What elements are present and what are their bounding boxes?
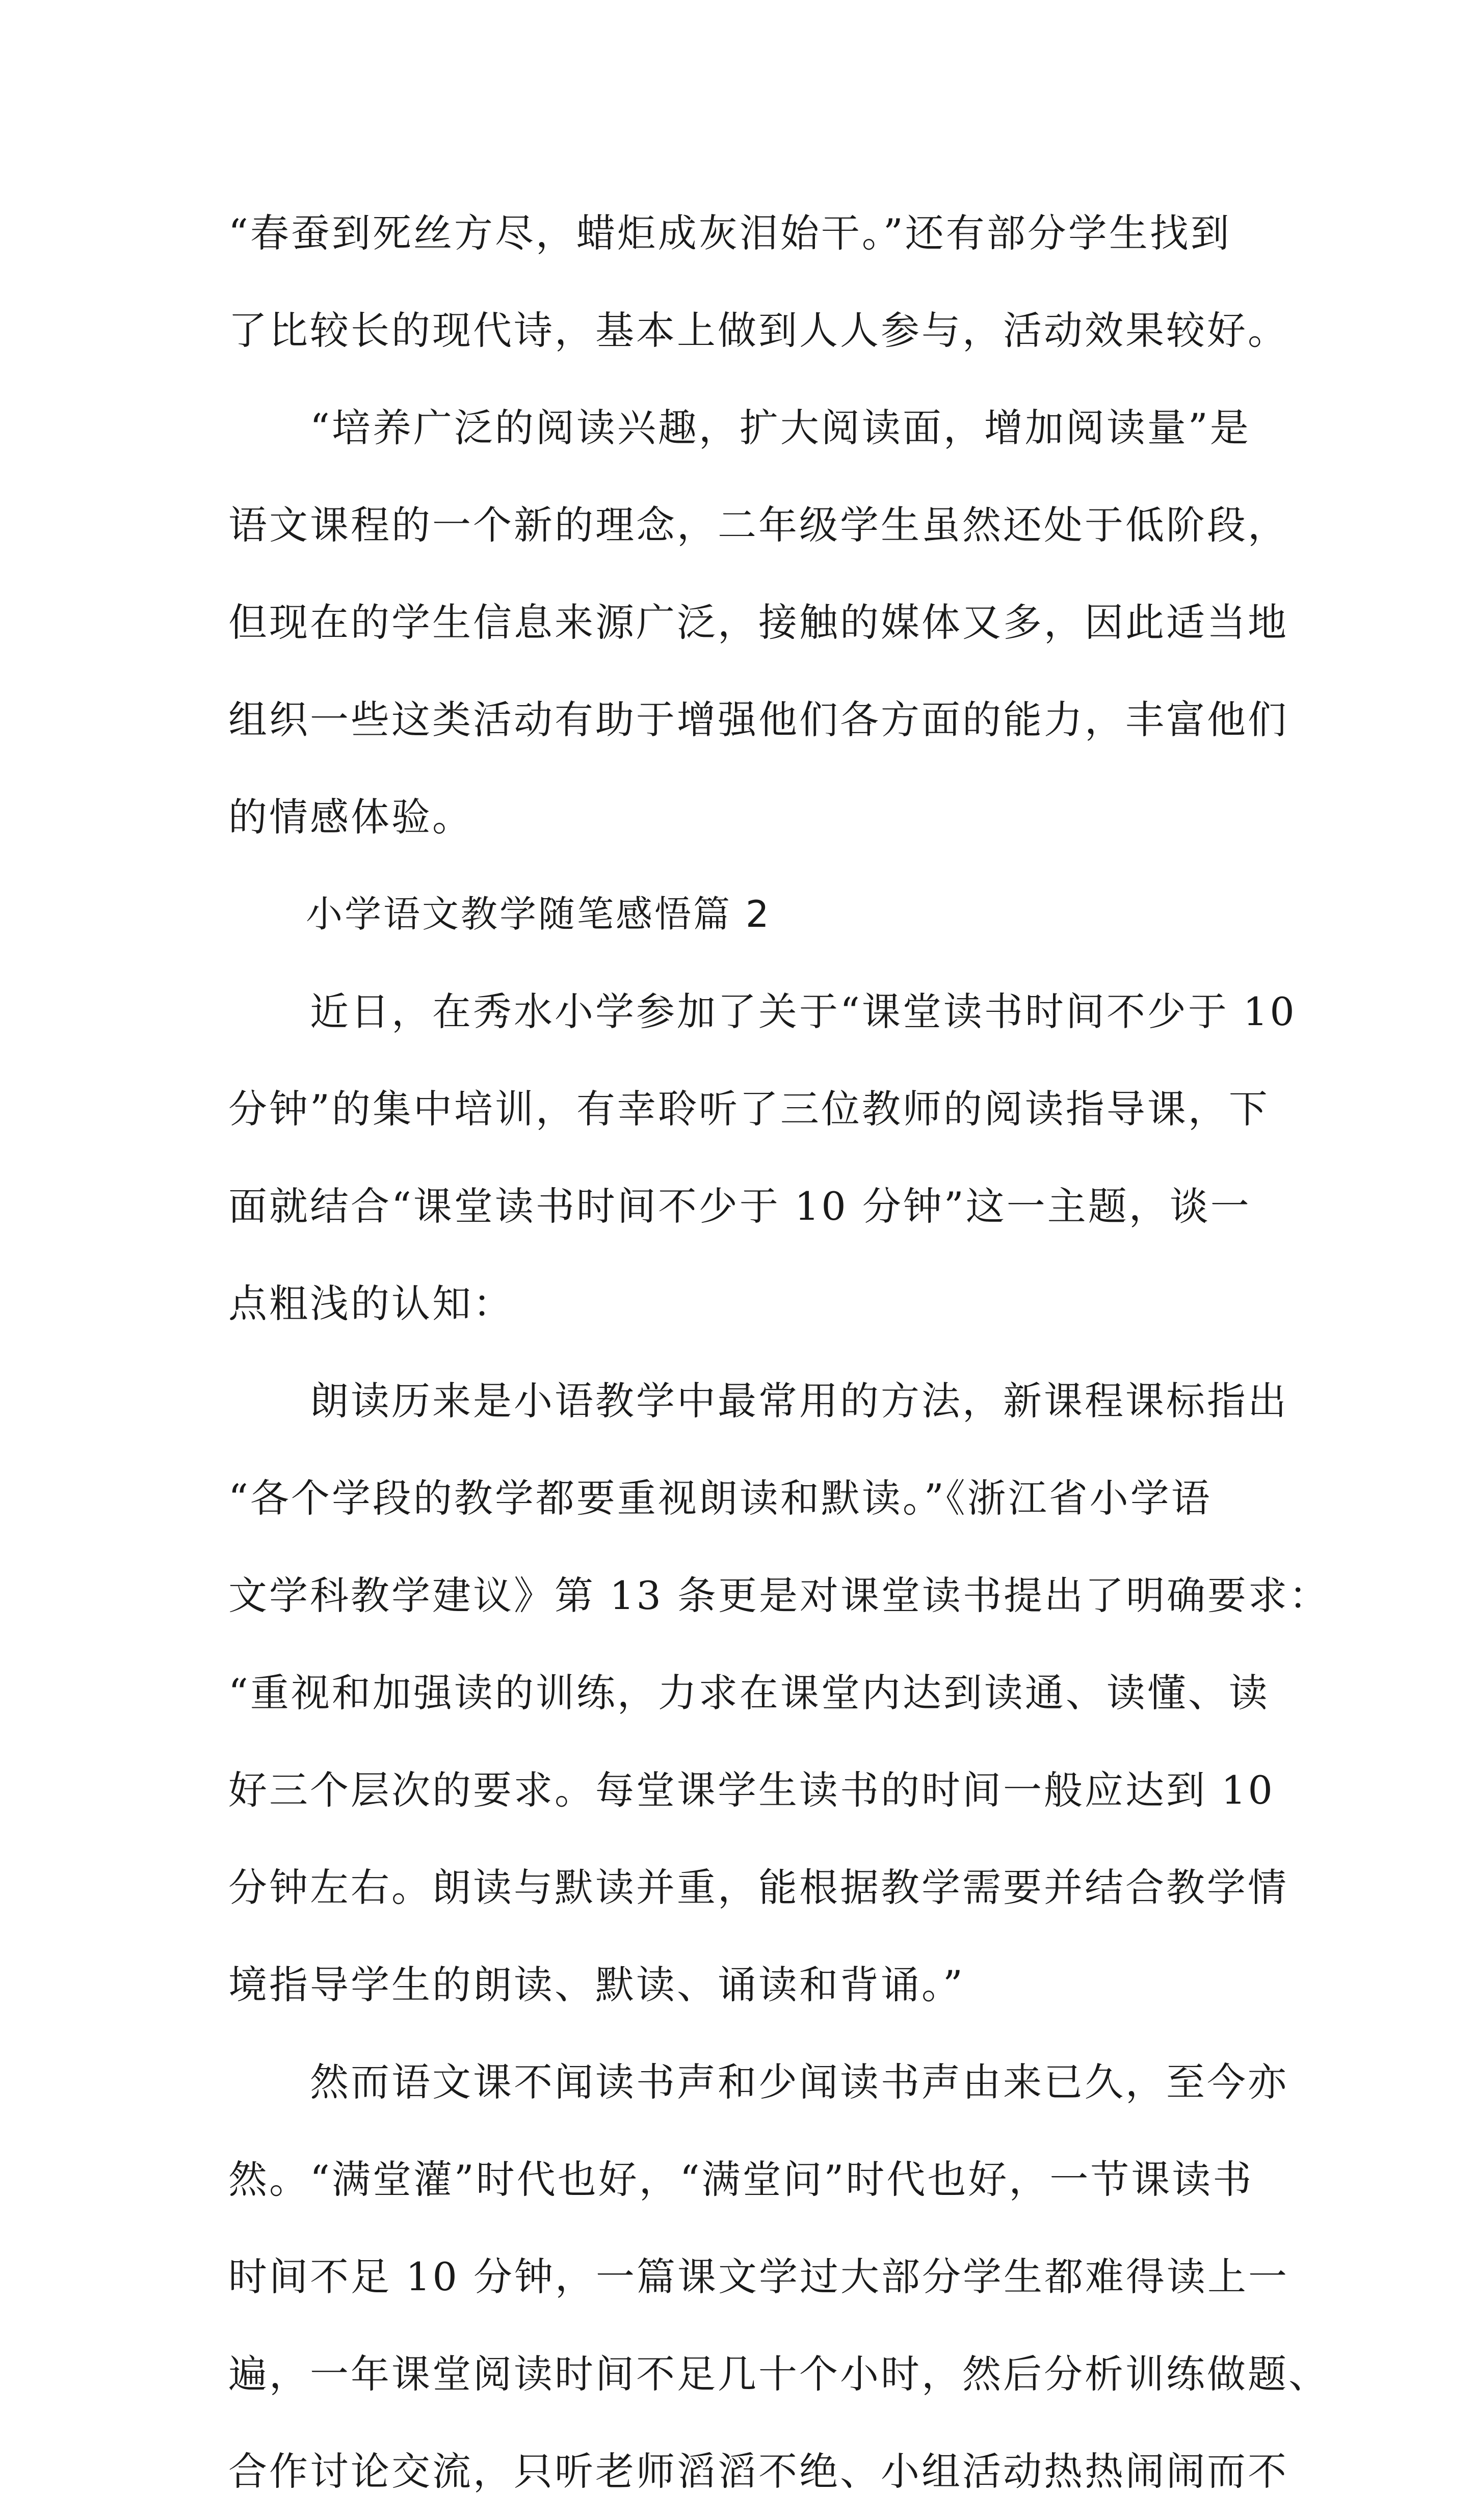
text-line-3: “培养广泛的阅读兴趣，扩大阅读面，增加阅读量”是 xyxy=(228,405,1251,450)
text-line-16: “重视和加强读的训练，力求在课堂内达到读通、读懂、读 xyxy=(228,1670,1270,1715)
section-heading: 小学语文教学随笔感悟篇 2 xyxy=(228,893,771,935)
text-line-22: 时间不足 10 分钟，一篇课文学过大部分学生都难得读上一 xyxy=(228,2254,1289,2299)
text-line-15: 文学科教学建议》第 13 条更是对课堂读书提出了明确要求： xyxy=(228,1573,1330,1618)
text-line-17: 好三个层次的要求。每堂课学生读书的时间一般应达到 10 xyxy=(228,1767,1275,1813)
text-line-13: 朗读历来是小语教学中最常用的方法，新课程课标指出 xyxy=(228,1378,1288,1424)
text-line-5: 但现在的学生信息来源广泛，接触的媒体又多，因此适当地 xyxy=(228,600,1288,645)
text-line-12: 点粗浅的认知： xyxy=(228,1281,514,1326)
document-body xyxy=(228,184,1330,2520)
text-line-1: “春蚕到死丝方尽，蜡炬成灰泪始干。”还有部分学生找到 xyxy=(228,210,1231,256)
text-line-10: 分钟”的集中培训，有幸聆听了三位教师的阅读指导课，下 xyxy=(228,1086,1270,1132)
text-line-24: 合作讨论交流，只听老师滔滔不绝、小组活动热热闹闹而不 xyxy=(228,2449,1288,2494)
text-line-4: 语文课程的一个新的理念，二年级学生虽然还处于低阶段， xyxy=(228,502,1288,548)
text-line-23: 遍，一年课堂阅读时间不足几十个小时，然后分析训练做题、 xyxy=(228,2351,1329,2397)
text-line-18: 分钟左右。朗读与默读并重，能根据教学需要并结合教学情 xyxy=(228,1865,1288,1910)
text-line-19: 境指导学生的朗读、默读、诵读和背诵。” xyxy=(228,1962,965,2007)
text-line-11: 面就结合“课堂读书时间不少于 10 分钟”这一主题，谈一 xyxy=(228,1184,1251,1229)
text-line-14: “各个学段的教学都要重视朗读和默读。”《浙江省小学语 xyxy=(228,1476,1212,1521)
text-line-9: 近日，在秀水小学参加了关于“课堂读书时间不少于 10 xyxy=(228,989,1297,1034)
text-line-20: 然而语文课不闻读书声和少闻读书声由来已久，至今亦 xyxy=(228,2059,1288,2105)
text-line-6: 组织一些这类活动有助于增强他们各方面的能力，丰富他们 xyxy=(228,697,1288,742)
text-line-21: 然。“满堂灌”时代也好，“满堂问”时代也好，一节课读书 xyxy=(228,2157,1254,2202)
text-line-7: 的情感体验。 xyxy=(228,794,473,840)
text-line-2: 了比较长的现代诗，基本上做到人人参与，活动效果较好。 xyxy=(228,308,1288,353)
